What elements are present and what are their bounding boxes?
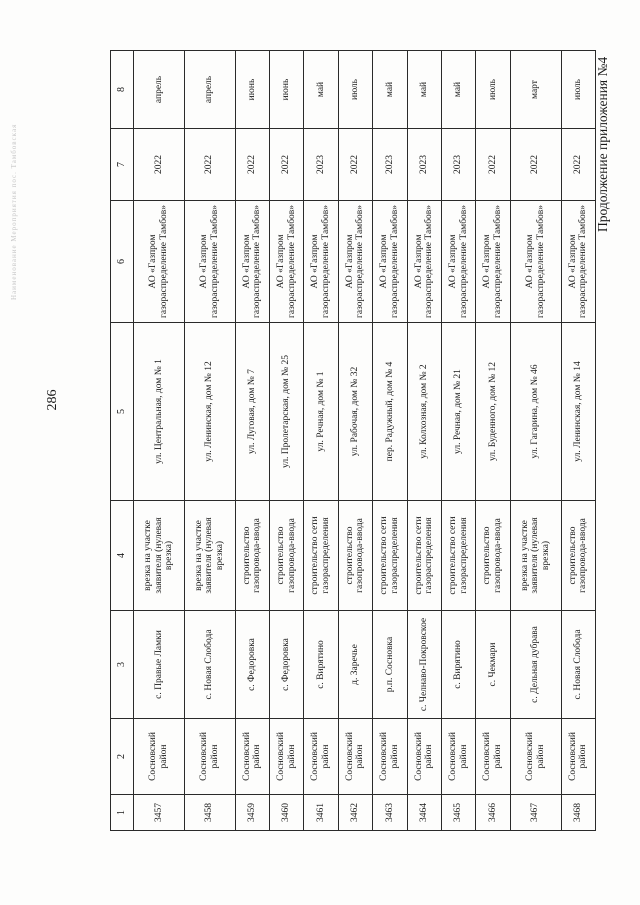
district-cell: Сосновский район (476, 719, 510, 795)
year-cell: 2023 (407, 129, 441, 201)
table-body (134, 51, 596, 831)
address-cell: ул. Рабочая, дом № 32 (338, 323, 372, 501)
work-type-cell: строительство газопровода-ввода (235, 501, 269, 611)
organization-cell: АО «Газпром газораспределение Тамбов» (407, 201, 441, 323)
year-cell: 2022 (561, 129, 595, 201)
organization-cell: АО «Газпром газораспределение Тамбов» (304, 201, 338, 323)
year-cell: 2022 (476, 129, 510, 201)
column-header: 2 (111, 719, 134, 795)
settlement-cell: с. Правые Ламки (134, 611, 185, 719)
settlement-cell: с. Федоровка (270, 611, 304, 719)
row-number-cell: 3464 (407, 795, 441, 831)
table-row (338, 51, 372, 831)
organization-cell: АО «Газпром газораспределение Тамбов» (184, 201, 235, 323)
row-number-cell: 3458 (184, 795, 235, 831)
month-cell: май (441, 51, 475, 129)
year-cell: 2023 (304, 129, 338, 201)
address-cell: ул. Речная, дом № 21 (441, 323, 475, 501)
row-number-cell: 3463 (373, 795, 407, 831)
organization-cell: АО «Газпром газораспределение Тамбов» (441, 201, 475, 323)
table-row (304, 51, 338, 831)
row-number-cell: 3468 (561, 795, 595, 831)
address-cell: ул. Пролетарская, дом № 25 (270, 323, 304, 501)
address-cell: ул. Речная, дом № 1 (304, 323, 338, 501)
column-header: 8 (111, 51, 134, 129)
month-cell: май (407, 51, 441, 129)
district-cell: Сосновский район (510, 719, 561, 795)
settlement-cell: с. Чекмари (476, 611, 510, 719)
year-cell: 2023 (373, 129, 407, 201)
appendix-caption: Продолжение приложения №4 (595, 56, 610, 232)
district-cell: Сосновский район (134, 719, 185, 795)
organization-cell: АО «Газпром газораспределение Тамбов» (235, 201, 269, 323)
table-row (510, 51, 561, 831)
address-cell: ул. Центральная, дом № 1 (134, 323, 185, 501)
column-header: 6 (111, 201, 134, 323)
address-cell: ул. Колхозная, дом № 2 (407, 323, 441, 501)
district-cell: Сосновский район (407, 719, 441, 795)
work-type-cell: строительство газопровода-ввода (270, 501, 304, 611)
table-row (134, 51, 185, 831)
month-cell: май (304, 51, 338, 129)
table-wrapper (110, 51, 596, 831)
month-cell: июнь (235, 51, 269, 129)
row-number-cell: 3459 (235, 795, 269, 831)
gas-connection-table (110, 50, 596, 831)
month-cell: июль (338, 51, 372, 129)
address-cell: ул. Луговая, дом № 7 (235, 323, 269, 501)
table-row (270, 51, 304, 831)
row-number-cell: 3462 (338, 795, 372, 831)
year-cell: 2022 (134, 129, 185, 201)
table-row (407, 51, 441, 831)
column-number-row (111, 51, 134, 831)
address-cell: ул. Буденного, дом № 12 (476, 323, 510, 501)
table-row (373, 51, 407, 831)
column-header: 3 (111, 611, 134, 719)
organization-cell: АО «Газпром газораспределение Тамбов» (338, 201, 372, 323)
month-cell: май (373, 51, 407, 129)
district-cell: Сосновский район (304, 719, 338, 795)
work-type-cell: строительство сети газораспределения (373, 501, 407, 611)
address-cell: пер. Радужный, дом № 4 (373, 323, 407, 501)
row-number-cell: 3461 (304, 795, 338, 831)
district-cell: Сосновский район (373, 719, 407, 795)
address-cell: ул. Гагарина, дом № 46 (510, 323, 561, 501)
year-cell: 2022 (184, 129, 235, 201)
settlement-cell: с. Дельная дубрава (510, 611, 561, 719)
column-header: 7 (111, 129, 134, 201)
district-cell: Сосновский район (441, 719, 475, 795)
settlement-cell: р.п. Сосновка (373, 611, 407, 719)
month-cell: март (510, 51, 561, 129)
year-cell: 2022 (510, 129, 561, 201)
month-cell: апрель (134, 51, 185, 129)
year-cell: 2022 (235, 129, 269, 201)
table-row (476, 51, 510, 831)
settlement-cell: с. Новая Слобода (184, 611, 235, 719)
organization-cell: АО «Газпром газораспределение Тамбов» (270, 201, 304, 323)
table-row (561, 51, 595, 831)
month-cell: июль (476, 51, 510, 129)
settlement-cell: д. Заречье (338, 611, 372, 719)
address-cell: ул. Ленинская, дом № 12 (184, 323, 235, 501)
settlement-cell: с. Вирятино (441, 611, 475, 719)
settlement-cell: с. Новая Слобода (561, 611, 595, 719)
work-type-cell: строительство газопровода-ввода (476, 501, 510, 611)
month-cell: июль (561, 51, 595, 129)
work-type-cell: врезка на участке заявителя (нулевая врезка) (184, 501, 235, 611)
month-cell: июнь (270, 51, 304, 129)
column-header: 5 (111, 323, 134, 501)
district-cell: Сосновский район (561, 719, 595, 795)
work-type-cell: врезка на участке заявителя (нулевая врезка) (510, 501, 561, 611)
row-number-cell: 3457 (134, 795, 185, 831)
district-cell: Сосновский район (235, 719, 269, 795)
work-type-cell: строительство газопровода-ввода (561, 501, 595, 611)
organization-cell: АО «Газпром газораспределение Тамбов» (561, 201, 595, 323)
year-cell: 2022 (338, 129, 372, 201)
row-number-cell: 3460 (270, 795, 304, 831)
address-cell: ул. Ленинская, дом № 14 (561, 323, 595, 501)
work-type-cell: строительство сети газораспределения (304, 501, 338, 611)
table-row (184, 51, 235, 831)
table-row (441, 51, 475, 831)
table-row (235, 51, 269, 831)
settlement-cell: с. Челнаво-Покровское (407, 611, 441, 719)
column-header: 4 (111, 501, 134, 611)
work-type-cell: строительство сети газораспределения (407, 501, 441, 611)
organization-cell: АО «Газпром газораспределение Тамбов» (510, 201, 561, 323)
work-type-cell: врезка на участке заявителя (нулевая врезка) (134, 501, 185, 611)
settlement-cell: с. Федоровка (235, 611, 269, 719)
row-number-cell: 3467 (510, 795, 561, 831)
organization-cell: АО «Газпром газораспределение Тамбов» (373, 201, 407, 323)
district-cell: Сосновский район (270, 719, 304, 795)
organization-cell: АО «Газпром газораспределение Тамбов» (134, 201, 185, 323)
row-number-cell: 3466 (476, 795, 510, 831)
page-number: 286 (45, 389, 60, 411)
faint-header-text: Наименование Мероприятия пос. Тамбовская (10, 123, 18, 300)
column-header: 1 (111, 795, 134, 831)
district-cell: Сосновский район (338, 719, 372, 795)
work-type-cell: строительство газопровода-ввода (338, 501, 372, 611)
settlement-cell: с. Вирятино (304, 611, 338, 719)
district-cell: Сосновский район (184, 719, 235, 795)
month-cell: апрель (184, 51, 235, 129)
year-cell: 2023 (441, 129, 475, 201)
year-cell: 2022 (270, 129, 304, 201)
organization-cell: АО «Газпром газораспределение Тамбов» (476, 201, 510, 323)
row-number-cell: 3465 (441, 795, 475, 831)
work-type-cell: строительство сети газораспределения (441, 501, 475, 611)
